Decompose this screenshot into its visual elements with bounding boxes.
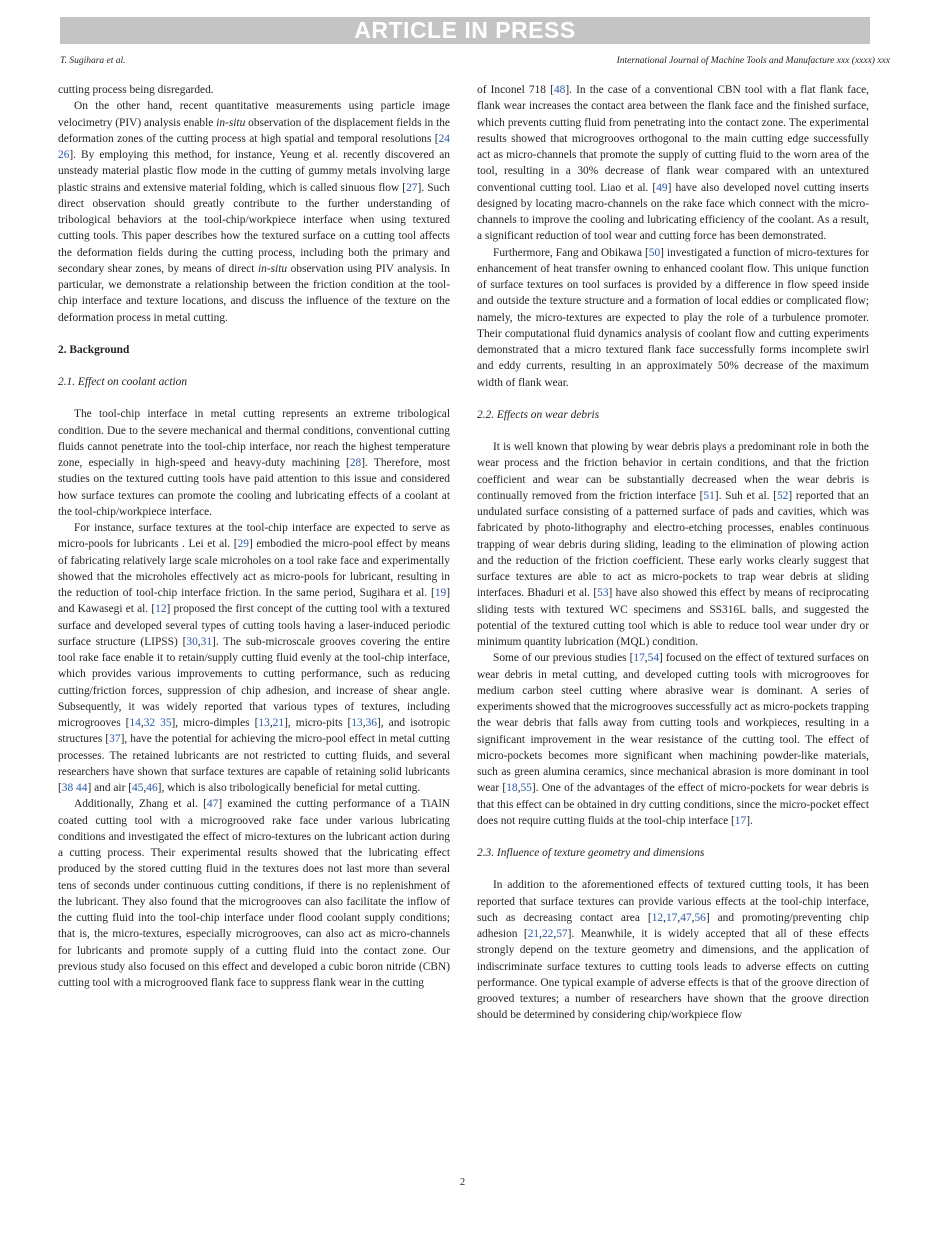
paragraph: cutting process being disregarded. xyxy=(58,84,214,96)
citation-link[interactable]: 32 xyxy=(143,717,156,729)
citation-link[interactable]: 31 xyxy=(200,635,213,648)
page-number: 2 xyxy=(459,1177,466,1188)
subsection-heading-debris: 2.2. Effects on wear debris xyxy=(477,408,600,421)
citation-link[interactable]: 52 xyxy=(776,489,789,502)
citation-link[interactable]: 48 xyxy=(553,84,566,96)
citation-link[interactable]: 18 xyxy=(506,782,518,795)
article-in-press-banner: ARTICLE IN PRESS xyxy=(60,17,870,44)
citation-link[interactable]: 50 xyxy=(648,246,661,259)
citation-link[interactable]: 17 xyxy=(665,911,678,924)
citation-link[interactable]: 29 xyxy=(237,538,249,551)
subsection-heading-geometry: 2.3. Influence of texture geometry and dimensions xyxy=(477,847,705,859)
citation-link[interactable]: 28 xyxy=(349,457,362,469)
paragraph: of Inconel 718 [48]. In the case of a conventional CBN tool with a flat flank face, flank wear increases the contact area between the flank face and the finished surface, which prevents cutting fluid from penetrating into the contact zone. The experimental results showed that microgrooves orthogonal to the main cutting edge successfully act as micro-channels that promote the supply of cutting fluid to the worn area of the tool, resulting in a 30% decrease of flank wear compared with an untextured conventional cutting tool. Liao et al. [49] have also developed novel cutting inserts designed by locating macro-channels on the rake face which connect with the micro-channels to improve the cooling and lubricating efficiency of the coolant. As a result, a significant reduction of tool wear and cutting force has been demonstrated. xyxy=(477,84,869,243)
left-column xyxy=(58,82,450,991)
paragraph: Additionally, Zhang et al. [47] examined the cutting performance of a TiAlN coated cutting tool with a microgrooved rake face under various lubricating conditions and investigated the effect of micro-textures on the lubricant action during a cutting process. Their experimental results showed that the lubricating effect produced by the stored cutting fluid in the textures does not last more than several tens of seconds under continuous cutting conditions, if there is no replenishment of the lubricant. They also found that the microgrooves can also facilitate the inflow of the cutting fluid into the tool-chip interface under flood coolant supply conditions; that is, the micro-textures, especially microgrooves, can also act as micro-channels for lubricants and promote supply of a cutting fluid into the contact zone. Our previous study also focused on this effect and developed a cubic boron nitride (CBN) cutting tool with a microgrooved flank face to suppress flank wear in the cutting xyxy=(58,798,450,989)
citation-link[interactable]: 38 xyxy=(61,782,74,794)
citation-link[interactable]: 51 xyxy=(703,489,715,502)
citation-link[interactable]: 21 xyxy=(527,928,540,940)
right-column xyxy=(477,82,869,1024)
citation-link[interactable]: 49 xyxy=(656,181,668,194)
paragraph: In addition to the aforementioned effects of textured cutting tools, it has been reported that surface textures can provide various effects at the tool-chip interface, such as decreasing contact area [12,17,47,56] and promoting/preventing chip adhesion [21,22,57]. Meanwhile, it is widely accepted that all of these effects strongly depend on the texture geometry and dimensions, and the application of indiscriminate surface textures to cutting tools leads to adverse effects on cutting performance. One typical example of adverse effects is that of the groove direction of grooved textures; a number of researchers have shown that the groove direction should be determined by considering chip/workpiece flow xyxy=(477,879,869,1022)
subsection-heading-coolant: 2.1. Effect on coolant action xyxy=(58,376,188,388)
citation-link[interactable]: 57 xyxy=(556,928,568,940)
paragraph: It is well known that plowing by wear debris plays a predominant role in both the wear process and the friction behavior in certain conditions, and that the friction coefficient and wear can be substantially decreased when the wear debris is continually removed from the friction interface [51]. Suh et al. [52] reported that an undulated surface consisting of a patterned surface of pads and cavities, which was fabricated by photo-lithography and electro-etching processes, enables continuous trapping of wear debris during sliding, leading to the elimination of plowing action and the reduction of the friction coefficient. These early works clearly suggest that surface textures are able to act as micro-pockets to trap wear debris at sliding interfaces. Bhaduri et al. [53] have also showed this effect by means of reciprocating sliding tests with textured WC specimens and SS316L balls, and suggested the potential of the textured cutting tool which is able to reduce tool wear under dry or minimum quantity lubrication (MQL) condition. xyxy=(477,441,869,648)
citation-link[interactable]: 12 xyxy=(155,603,167,616)
citation-link[interactable]: 47 xyxy=(206,798,219,811)
citation-link[interactable]: 26 xyxy=(58,149,70,161)
citation-link[interactable]: 13 xyxy=(258,717,270,729)
running-head-journal: International Journal of Machine Tools and Manufacture xxx (xxxx) xxx xyxy=(616,56,890,66)
citation-link[interactable]: 35 xyxy=(160,717,172,729)
paragraph: For instance, surface textures at the tool-chip interface are expected to serve as micro-pools for lubricants . Lei et al. [29] embodied the micro-pool effect by means of fabricating relatively large scale microholes on a tool rake face and experimentally showed that the microholes effectively act as micro-pools for lubricant, resulting in the reduction of tool-chip interface friction. In the same period, Sugihara et al. [19] and Kawasegi et al. [12] proposed the first concept of the cutting tool with a textured surface and developed several types of cutting tools having a laser-induced periodic surface structure (LIPSS) [30,31]. The sub-microscale grooves covering the entire tool rake face enable it to retain/supply cutting fluid evenly at the tool-chip interface, which provides various improvements to cutting performance, such as reducing cutting/friction forces, suppression of chip adhesion, and increase of shear angle. Subsequently, it was widely reported that various types of textures, including microgrooves [14,32 35], micro-dimples [13,21], micro-pits [13,36], and isotropic structures [37], have the potential for achieving the micro-pool effect in metal cutting processes. The retained lubricants are not restricted to cutting fluids, and several researchers have shown that surface textures are capable of retaining solid lubricants [38 44] and air [45,46], which is also tribologically beneficial for metal cutting. xyxy=(58,522,450,794)
citation-link[interactable]: 27 xyxy=(406,181,418,194)
citation-link[interactable]: 19 xyxy=(434,587,447,599)
citation-link[interactable]: 47 xyxy=(680,911,692,924)
running-head-authors: T. Sugihara et al. xyxy=(60,56,126,66)
citation-link[interactable]: 17 xyxy=(734,814,747,827)
citation-link[interactable]: 55 xyxy=(520,782,532,795)
citation-link[interactable]: 56 xyxy=(694,911,706,924)
italic-term: in-situ xyxy=(257,262,288,275)
citation-link[interactable]: 53 xyxy=(597,587,609,600)
citation-link[interactable]: 17 xyxy=(633,652,645,665)
citation-link[interactable]: 22 xyxy=(541,928,554,940)
citation-link[interactable]: 12 xyxy=(651,911,664,924)
section-heading-background: 2. Background xyxy=(58,343,130,356)
citation-link[interactable]: 24 xyxy=(438,132,450,145)
citation-link[interactable]: 45 xyxy=(132,782,144,794)
paragraph: The tool-chip interface in metal cutting represents an extreme tribological condition. Due to the severe mechanical and thermal conditions, conventional cutting fluids cannot penetrate into the tool-chip interface, nor reach the highest temperature zone, especially in high-speed and heavy-duty machining [28]. Therefore, most studies on the textured cutting tools have paid attention to this issue and considered how surface textures can promote the cooling and lubricating effects of a coolant at the tool-chip/workpiece interface. xyxy=(58,408,450,518)
citation-link[interactable]: 46 xyxy=(146,782,158,794)
citation-link[interactable]: 37 xyxy=(109,733,121,746)
citation-link[interactable]: 36 xyxy=(365,717,377,729)
citation-link[interactable]: 13 xyxy=(351,717,363,729)
citation-link[interactable]: 14 xyxy=(129,717,141,729)
paragraph: Furthermore, Fang and Obikawa [50] investigated a function of micro-textures for enhancement of heat transfer owning to enhanced coolant flow. This unique function of surface textures on tool surfaces is provided by a difference in flow speed inside and outside the texture structure and a formation of local eddies or complicated flow; namely, the micro-textures are expected to play the role of a turbulence promoter. Their computational fluid dynamics analysis of coolant flow and cutting experiments demonstrated that a micro textured flank face successfully forms incomplete swirl and eddy currents, resulting in an approximately 50% decrease of the maximum width of flank wear. xyxy=(477,246,869,389)
citation-link[interactable]: 44 xyxy=(76,782,88,794)
paragraph: Some of our previous studies [17,54] focused on the effect of textured surfaces on wear debris in metal cutting, and developed cutting tools with microgrooves for medium carbon steel cutting where abrasive wear is dominant. A series of experiments showed that the microgrooves successfully act as micro-pockets trapping the wear debris that falls away from cutting tools and workpieces, resulting in a significant improvement in the wear resistance of the cutting tool. The effect of micro-pockets becomes more significant when machining powder-like materials, such as green alumina ceramics, since mechanical abrasion is more dominant in tool wear [18,55]. One of the advantages of the effect of micro-pockets for wear debris is that this effect can be obtained in dry cutting conditions, since the micro-pocket effect does not require cutting fluids at the tool-chip interface [17]. xyxy=(477,652,869,827)
paragraph: On the other hand, recent quantitative measurements using particle image velocimetry (PIV) analysis enable in-situ observation of the displacement fields in the deformation zones of the cutting process at high spatial and temporal resolutions [24 26]. By employing this method, for instance, Yeung et al. recently discovered an unsteady material plastic flow mode in the cutting of gummy metals involving large plastic strains and extensive material folding, which is called sinuous flow [27]. Such direct observation should greatly contribute to the further understanding of tribological behaviors at the tool-chip/workpiece interface when using textured cutting tools. This paper describes how the textured surface on a cutting tool affects the deformation fields during the cutting process, including both the primary and secondary shear zones, by means of direct in-situ observation using PIV analysis. In particular, we demonstrate a relationship between the friction condition at the tool-chip interface and texture locations, and discuss the influence of the texture on the deformation process in metal cutting. xyxy=(58,100,450,324)
citation-link[interactable]: 21 xyxy=(272,717,285,729)
citation-link[interactable]: 54 xyxy=(647,652,660,665)
italic-term: in-situ xyxy=(216,116,246,129)
citation-link[interactable]: 30 xyxy=(186,635,198,648)
